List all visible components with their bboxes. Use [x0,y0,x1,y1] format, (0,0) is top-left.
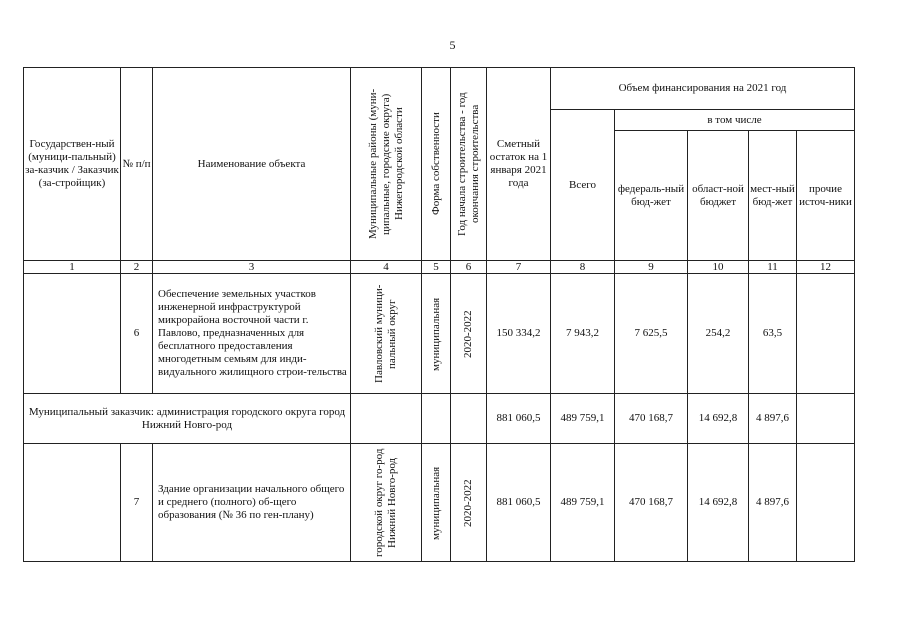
row-regional: 14 692,8 [688,444,749,562]
row-regional: 14 692,8 [688,394,749,444]
row-local: 4 897,6 [749,394,797,444]
table-row [24,274,855,394]
column-number: 5 [422,261,451,274]
header-customer: Государствен-ный (муници-пальный) за-казчик / Заказчик (за-стройщик) [24,68,121,261]
table-row [24,394,855,444]
row-years-text: 2020-2022 [462,478,474,527]
row-number: 7 [121,444,153,562]
column-number: 3 [153,261,351,274]
header-total: Всего [551,110,615,261]
row-total: 7 943,2 [551,274,615,394]
column-number: 4 [351,261,422,274]
header-object-name: Наименование объекта [153,68,351,261]
row-local: 63,5 [749,274,797,394]
row-ownership-text: муниципальная [429,296,442,371]
header-local: мест-ный бюд-жет [749,131,797,261]
row-years-text: 2020-2022 [462,309,474,358]
row-district-text: городской округ го-род Нижний Новго-род [373,448,398,557]
row-ownership [422,274,451,394]
row-years [451,274,487,394]
row-district [351,274,422,394]
row-object-name: Обеспечение земельных участков инженерной инфраструктурой микрорайона восточной части г. Павлово, предназначенных для бесплатного предоставления многодетным семьям для инди-видуального жилищного строи-тельства [153,274,351,394]
page-number: 5 [449,38,456,52]
row-federal: 470 168,7 [615,444,688,562]
column-number-row [24,261,855,274]
row-ownership [422,444,451,562]
municipal-customer-label: Муниципальный заказчик: администрация городского округа город Нижний Новго-род [24,394,351,444]
header-funding-volume: Объем финансирования на 2021 год [551,68,855,110]
row-regional: 254,2 [688,274,749,394]
row-ownership-text: муниципальная [429,465,442,540]
column-number: 1 [24,261,121,274]
column-number: 12 [797,261,855,274]
header-federal: федераль-ный бюд-жет [615,131,688,261]
row-other [797,394,855,444]
row-district [351,394,422,444]
header-estimated-balance: Сметный остаток на 1 января 2021 года [487,68,551,261]
header-districts [351,68,422,261]
row-years [451,394,487,444]
row-federal: 7 625,5 [615,274,688,394]
column-number: 8 [551,261,615,274]
header-including: в том числе [615,110,855,131]
row-customer-cell [24,274,121,394]
header-other: прочие источ-ники [797,131,855,261]
row-object-name: Здание организации начального общего и среднего (полного) об-щего образования (№ 36 по ген-плану) [153,444,351,562]
header-years [451,68,487,261]
column-number: 2 [121,261,153,274]
row-district-text: Павловский муници-пальный округ [373,284,398,383]
row-number: 6 [121,274,153,394]
row-federal: 470 168,7 [615,394,688,444]
header-years-text: Год начала строительства - год окончания строительства [455,92,481,236]
header-ownership [422,68,451,261]
header-districts-text: Муниципальные районы (муни-ципальные, городские округа) Нижегородской области [366,88,405,240]
row-balance: 150 334,2 [487,274,551,394]
row-balance: 881 060,5 [487,394,551,444]
row-customer-cell [24,444,121,562]
column-number: 9 [615,261,688,274]
column-number: 6 [451,261,487,274]
financing-table [23,67,855,562]
row-other [797,444,855,562]
table-row [24,444,855,562]
row-years [451,444,487,562]
row-district [351,444,422,562]
column-number: 11 [749,261,797,274]
column-number: 10 [688,261,749,274]
row-balance: 881 060,5 [487,444,551,562]
header-ownership-text: Форма собственности [429,112,442,216]
row-local: 4 897,6 [749,444,797,562]
row-other [797,274,855,394]
row-total: 489 759,1 [551,444,615,562]
header-regional: област-ной бюджет [688,131,749,261]
row-total: 489 759,1 [551,394,615,444]
header-number: № п/п [121,68,153,261]
column-number: 7 [487,261,551,274]
row-ownership [422,394,451,444]
